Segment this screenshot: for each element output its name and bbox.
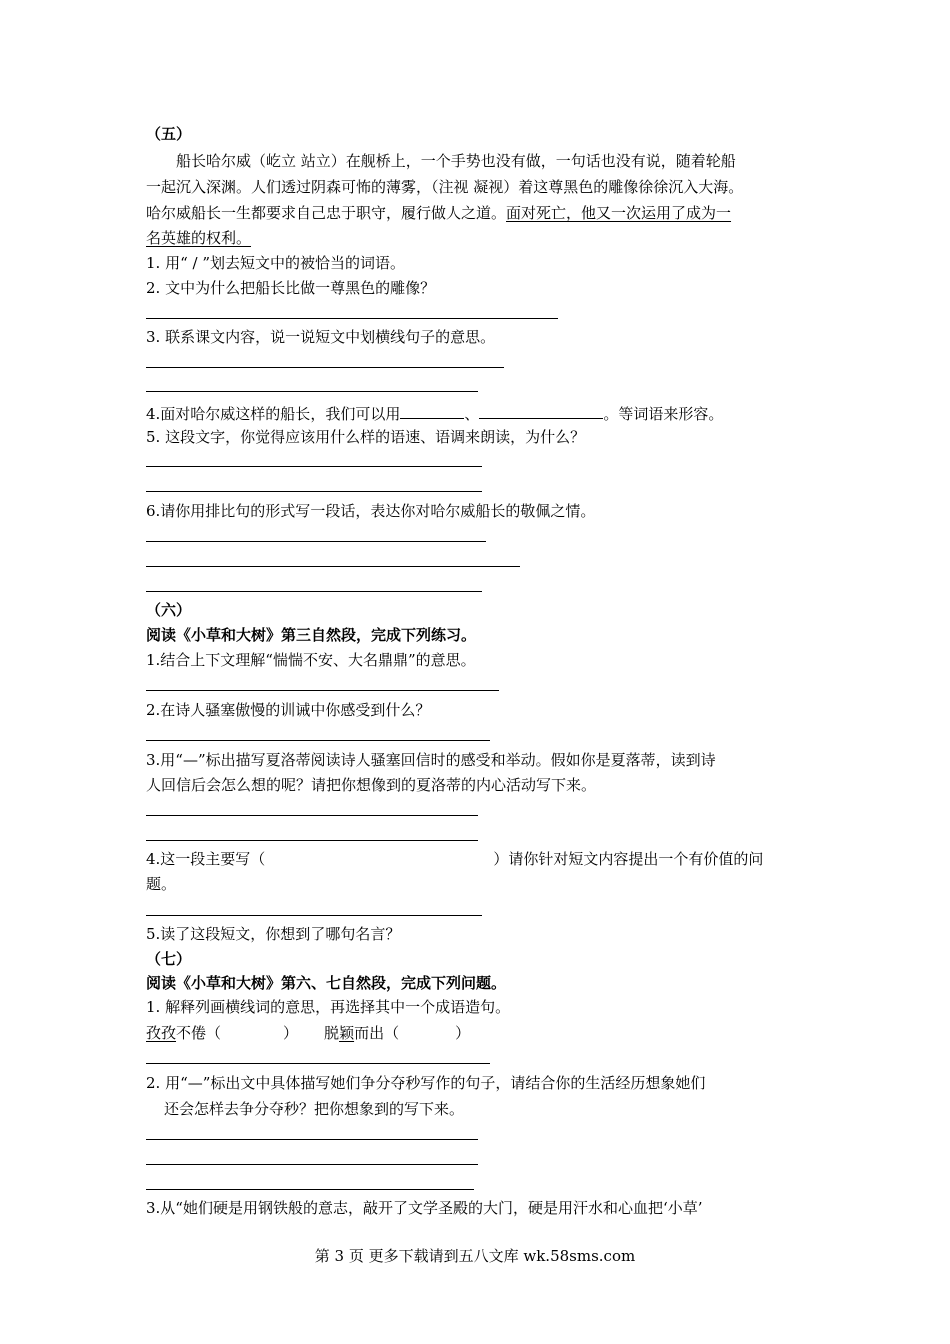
- answer-line: [146, 1164, 478, 1165]
- section-7-heading: （七）: [146, 950, 192, 968]
- question-6-4-line-2: 题。: [146, 875, 177, 893]
- question-6-1: 1.结合上下文理解“惴惴不安、大名鼎鼎”的意思。: [146, 651, 476, 669]
- idiom-2-text: 而出（: [354, 1024, 400, 1042]
- question-6-3-line-2: 人回信后会怎么想的呢？请把你想像到的夏洛蒂的内心活动写下来。: [146, 776, 597, 794]
- idiom-2-underlined: 颖: [339, 1024, 355, 1042]
- answer-line: [146, 367, 504, 368]
- idiom-2-close: ）: [455, 1024, 471, 1042]
- page-footer: 第 3 页 更多下载请到五八文库 wk.58sms.com: [314, 1247, 636, 1265]
- idiom-2-prefix: 脱: [324, 1024, 340, 1042]
- passage-5-plain-text: 哈尔威船长一生都要求自己忠于职守，履行做人之道。: [146, 204, 507, 222]
- answer-line: [146, 840, 478, 841]
- question-5-4: [146, 402, 723, 424]
- answer-line: [146, 466, 482, 467]
- answer-line: [146, 318, 558, 319]
- answer-line: [146, 690, 499, 691]
- answer-line: [146, 1139, 478, 1140]
- underlined-sentence: 面对死亡，他又一次运用了成为一: [506, 204, 732, 222]
- question-5-4-tail: 。等词语来形容。: [603, 405, 724, 423]
- question-5-6: 6.请你用排比句的形式写一段话，表达你对哈尔威船长的敬佩之情。: [146, 502, 596, 520]
- question-5-4-text: 4.面对哈尔威这样的船长，我们可以用: [146, 405, 401, 423]
- question-7-2-line-1: 2. 用“—”标出文中具体描写她们争分夺秒写作的句子，请结合你的生活经历想象她们: [146, 1074, 706, 1092]
- section-7-instruction: 阅读《小草和大树》第六、七自然段，完成下列问题。: [146, 974, 507, 992]
- section-5-heading: （五）: [146, 125, 192, 143]
- answer-line: [146, 541, 486, 542]
- passage-5-line-1: 船长哈尔威（屹立 站立）在舰桥上，一个手势也没有做，一句话也没有说，随着轮船: [176, 152, 736, 170]
- fill-blank-2: [479, 402, 603, 419]
- question-6-5: 5.读了这段短文，你想到了哪句名言？: [146, 925, 401, 943]
- question-6-4-line-1: [146, 849, 763, 869]
- question-5-5: 5. 这段文字，你觉得应该用什么样的语速、语调来朗读，为什么？: [146, 428, 586, 446]
- question-7-2-line-2: 还会怎样去争分夺秒？把你想象到的写下来。: [164, 1100, 465, 1118]
- question-5-2: 2. 文中为什么把船长比做一尊黑色的雕像？: [146, 279, 436, 297]
- underlined-sentence-end: 名英雄的权利。: [146, 229, 252, 247]
- answer-line: [146, 740, 490, 741]
- fill-blank-1: [400, 402, 464, 419]
- question-6-4-tail: ）请你针对短文内容提出一个有价值的问: [493, 850, 764, 868]
- question-7-1: 1. 解释列画横线词的意思，再选择其中一个成语造句。: [146, 998, 511, 1016]
- answer-line: [146, 815, 478, 816]
- question-5-1: 1. 用“ / ”划去短文中的被恰当的词语。: [146, 254, 406, 272]
- section-6-heading: （六）: [146, 601, 192, 619]
- answer-line: [146, 391, 478, 392]
- separator: 、: [464, 405, 480, 423]
- idiom-1-close: ）: [283, 1024, 299, 1042]
- answer-line: [146, 566, 520, 567]
- idiom-1-underlined: 孜孜: [146, 1024, 177, 1042]
- answer-line: [146, 1189, 474, 1190]
- idiom-1-text: 不倦（: [176, 1024, 222, 1042]
- question-6-3-line-1: 3.用“—”标出描写夏洛蒂阅读诗人骚塞回信时的感受和举动。假如你是夏落蒂，读到诗: [146, 751, 716, 769]
- idiom-line: [146, 1023, 470, 1043]
- question-5-3: 3. 联系课文内容，说一说短文中划横线句子的意思。: [146, 328, 496, 346]
- passage-5-line-2: 一起沉入深渊。人们透过阴森可怖的薄雾，（注视 凝视）着这尊黑色的雕像徐徐沉入大海。: [146, 178, 744, 196]
- question-6-2: 2.在诗人骚塞傲慢的训诫中你感受到什么？: [146, 701, 431, 719]
- answer-line: [146, 1063, 490, 1064]
- answer-line: [146, 915, 482, 916]
- answer-line: [146, 491, 482, 492]
- passage-5-line-3: [146, 203, 731, 223]
- section-6-instruction: 阅读《小草和大树》第三自然段，完成下列练习。: [146, 626, 477, 644]
- question-7-3: 3.从“她们硬是用钢铁般的意志，敲开了文学圣殿的大门，硬是用汗水和心血把‘小草’: [146, 1199, 703, 1217]
- answer-line: [146, 591, 482, 592]
- question-6-4-text: 4.这一段主要写（: [146, 850, 266, 868]
